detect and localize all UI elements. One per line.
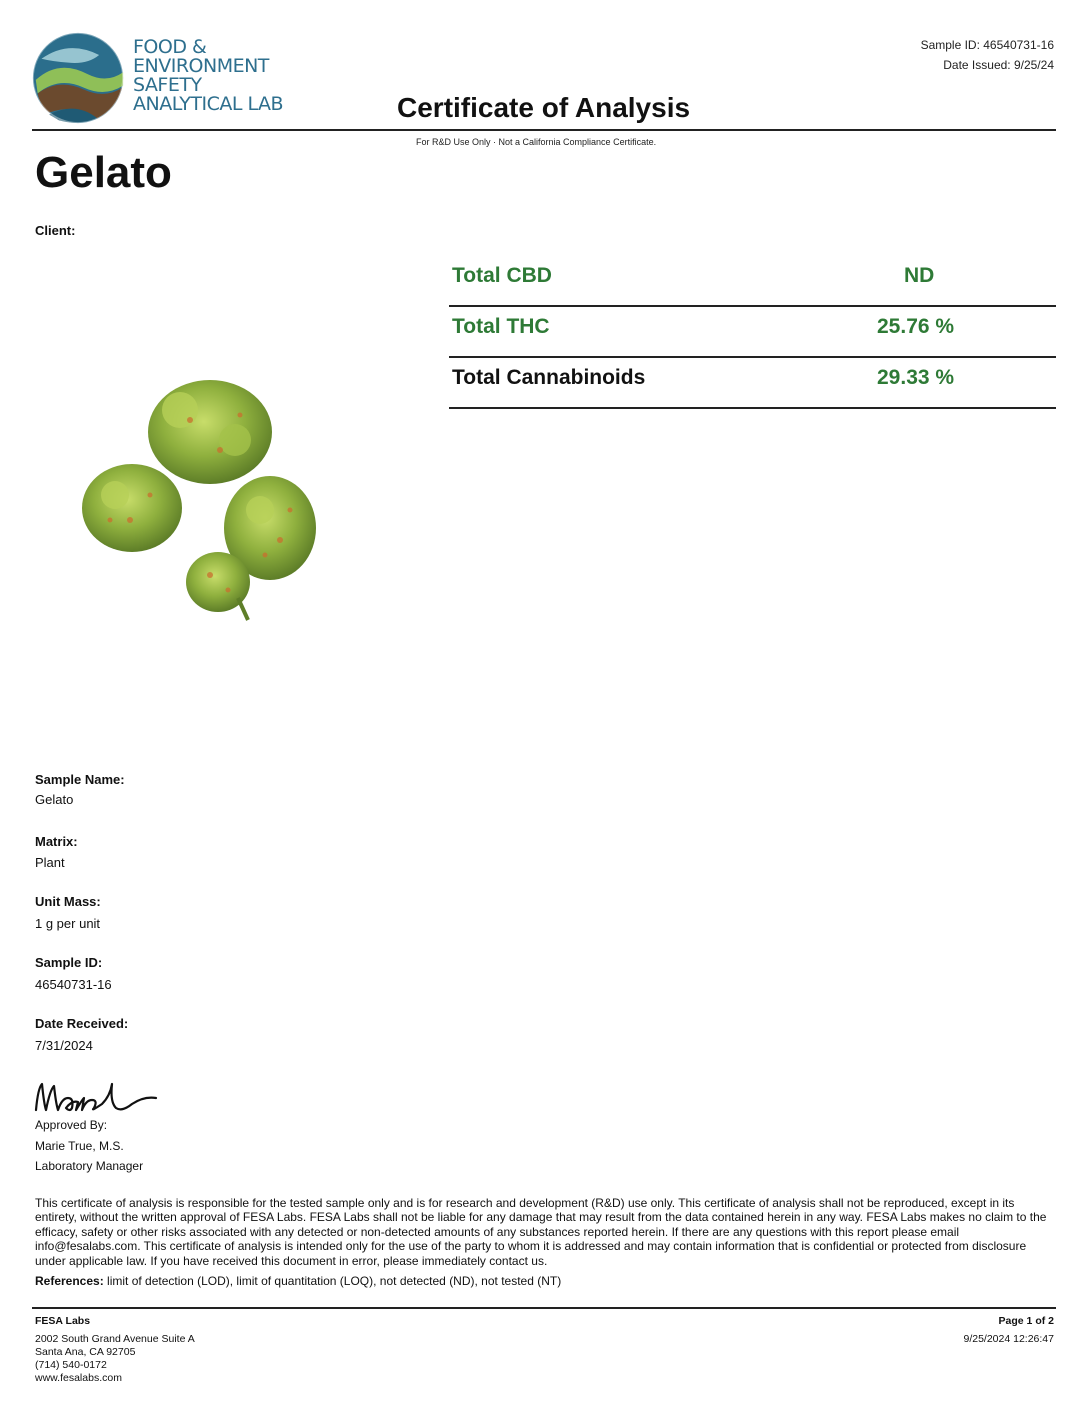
footer-address [35,1315,195,1385]
product-photo [70,370,330,630]
legal-disclaimer: This certificate of analysis is responsible for the tested sample only and is for research and development (R&D) use only. This certificate of analysis shall not be reproduced, except in its entirety, without the written approval of FESA Labs. FESA Labs shall not be liable for any damage that may result from the data contained herein in any way. FESA Labs makes no claim to the efficacy, safety or other risks associated with any detected or non-detected amounts of any substances reported herein. If there are any questions with this report please email info@fesalabs.com. This certificate of analysis is intended only for the use of the party to whom it is addressed and may contain information that is confidential or protected from disclosure under applicable law. If you have received this document in error, please immediately contact us. [35,1196,1047,1268]
logo-line: FOOD & [133,36,207,58]
lab-logo-wordmark [133,38,283,114]
signature-image [32,1074,162,1120]
approver-name: Marie True, M.S. [35,1139,124,1153]
header-divider [32,129,1056,131]
bud-top [148,380,272,484]
summary-label: Total THC [452,315,550,338]
approved-by-label: Approved By: [35,1118,108,1132]
detail-value-matrix: Plant [35,855,65,870]
summary-row-total-thc [449,307,1056,358]
detail-label-date-received: Date Received: [35,1016,129,1031]
header-meta [921,35,1054,75]
detail-label-sample-id: Sample ID: [35,955,103,970]
summary-row-total-cbd [449,256,1056,307]
summary-label: Total Cannabinoids [452,366,646,389]
summary-row-total-cannabinoids [449,358,1056,409]
page-number: Page 1 of 2 [998,1315,1054,1327]
detail-label-matrix: Matrix: [35,834,78,849]
lab-logo-icon [30,30,126,126]
summary-value: 25.76 % [877,315,955,338]
detail-value-date-received: 7/31/2024 [35,1038,93,1053]
bud-left [82,464,182,552]
detail-label-sample-name: Sample Name: [35,772,125,787]
client-label: Client: [35,223,76,238]
footer-address-line: Santa Ana, CA 92705 [35,1346,136,1358]
detail-value-sample-name: Gelato [35,792,74,807]
document-title: Certificate of Analysis [397,92,691,123]
logo-line: ANALYTICAL LAB [133,93,284,115]
footer-phone: (714) 540-0172 [35,1359,107,1371]
detail-value-unit-mass: 1 g per unit [35,916,101,931]
approver-role: Laboratory Manager [35,1159,144,1173]
footer-address-line: 2002 South Grand Avenue Suite A [35,1333,195,1345]
footer-website: www.fesalabs.com [35,1372,122,1384]
footer-divider [32,1307,1056,1309]
logo-line: ENVIRONMENT [133,55,269,77]
references-text: limit of detection (LOD), limit of quantitation (LOQ), not detected (ND), not tested (NT) [103,1274,562,1288]
logo-line: SAFETY [133,74,202,96]
product-title: Gelato [35,148,172,197]
summary-value: ND [904,264,935,287]
summary-value: 29.33 % [877,366,955,389]
cannabinoid-summary [449,256,1056,409]
sample-id-header: Sample ID: 46540731-16 [920,38,1054,52]
footer-page-info [963,1315,1054,1346]
date-issued: Date Issued: 9/25/24 [943,58,1054,72]
summary-label: Total CBD [452,264,552,287]
compliance-notice: For R&D Use Only · Not a California Compliance Certificate. [416,137,657,147]
detail-value-sample-id: 46540731-16 [35,977,112,992]
references-line [35,1274,561,1288]
references-label: References: [35,1274,104,1288]
bud-bottom [186,552,250,620]
footer-timestamp: 9/25/2024 12:26:47 [963,1333,1054,1345]
detail-label-unit-mass: Unit Mass: [35,894,101,909]
footer-company: FESA Labs [35,1315,91,1327]
